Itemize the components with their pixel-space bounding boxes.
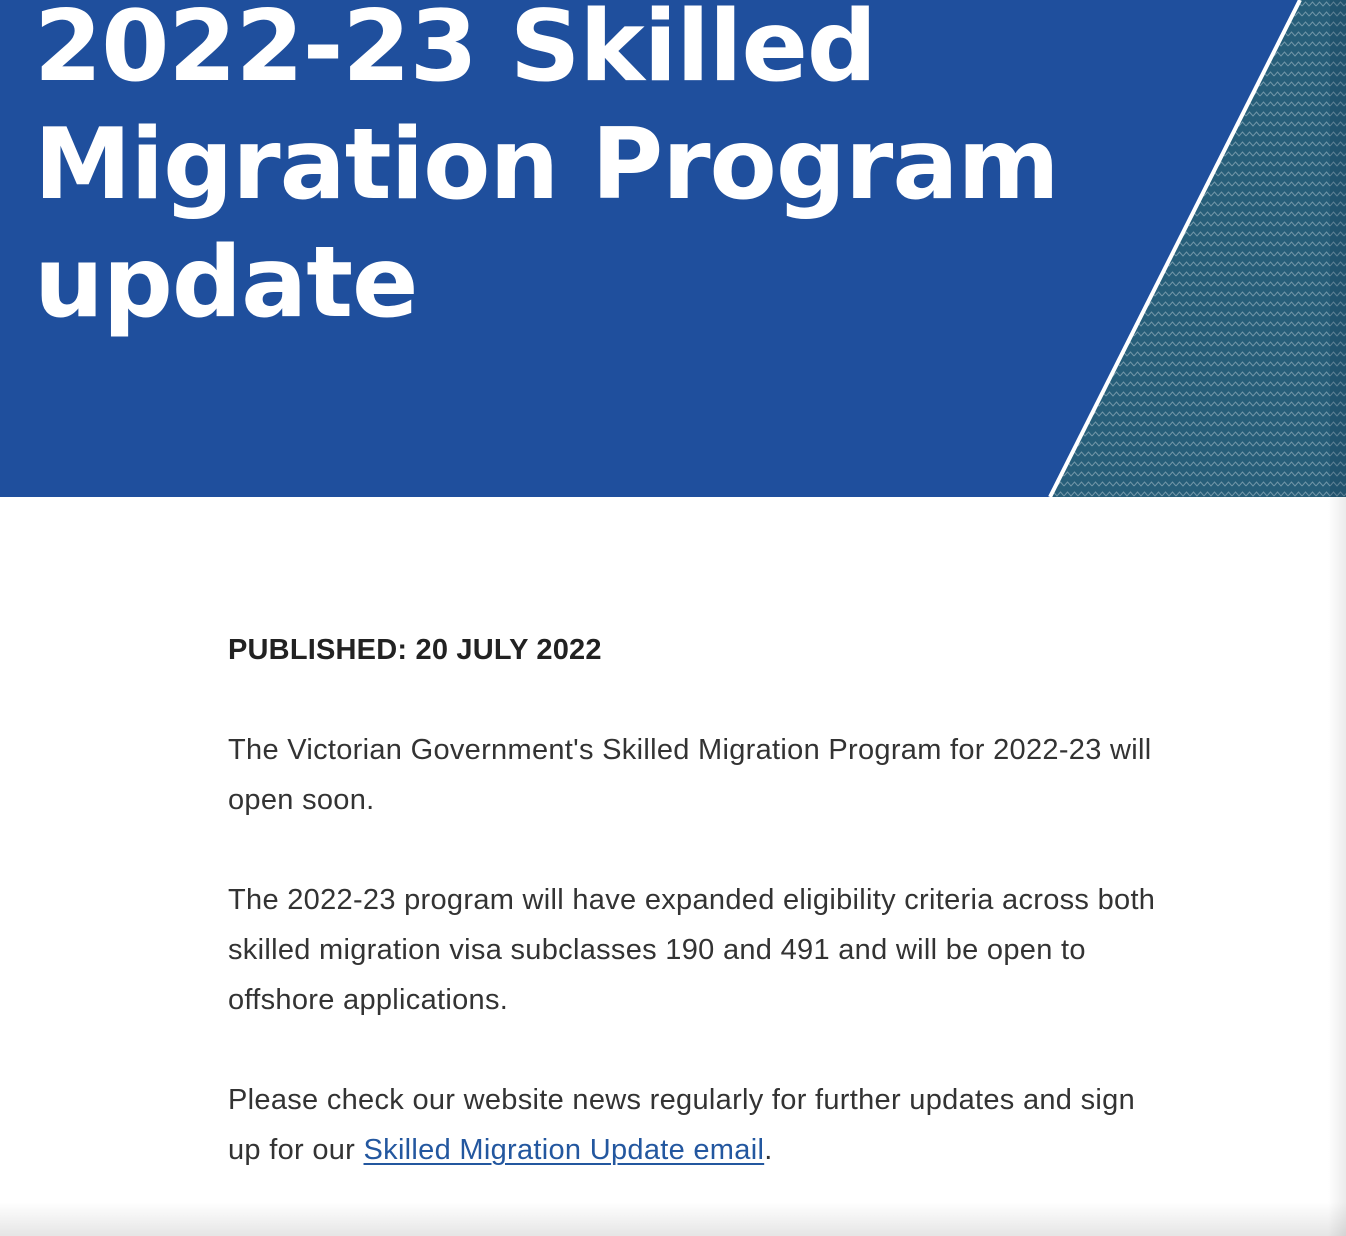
page-title: 2022-23 Skilled Migration Program update	[34, 0, 1059, 340]
published-date: PUBLISHED: 20 JULY 2022	[228, 634, 602, 666]
hero-banner	[0, 0, 1346, 497]
intro-paragraph: The Victorian Government's Skilled Migration Program for 2022-23 will open soon.	[228, 734, 1152, 816]
signup-prefix: Please check our website news regularly for further updates and sign up for our	[228, 1084, 1135, 1166]
skilled-migration-update-email-link[interactable]: Skilled Migration Update email	[363, 1134, 765, 1166]
signup-suffix: .	[764, 1134, 773, 1166]
edge-shade	[1330, 0, 1346, 497]
right-edge-shadow	[1328, 497, 1346, 1236]
article-body	[228, 625, 1168, 1175]
eligibility-paragraph: The 2022-23 program will have expanded eligibility criteria across both skilled migration visa subclasses 190 and 491 and will be open to offshore applications.	[228, 884, 1156, 1016]
signup-paragraph	[228, 1075, 1168, 1175]
bottom-edge-shadow	[0, 1202, 1346, 1236]
